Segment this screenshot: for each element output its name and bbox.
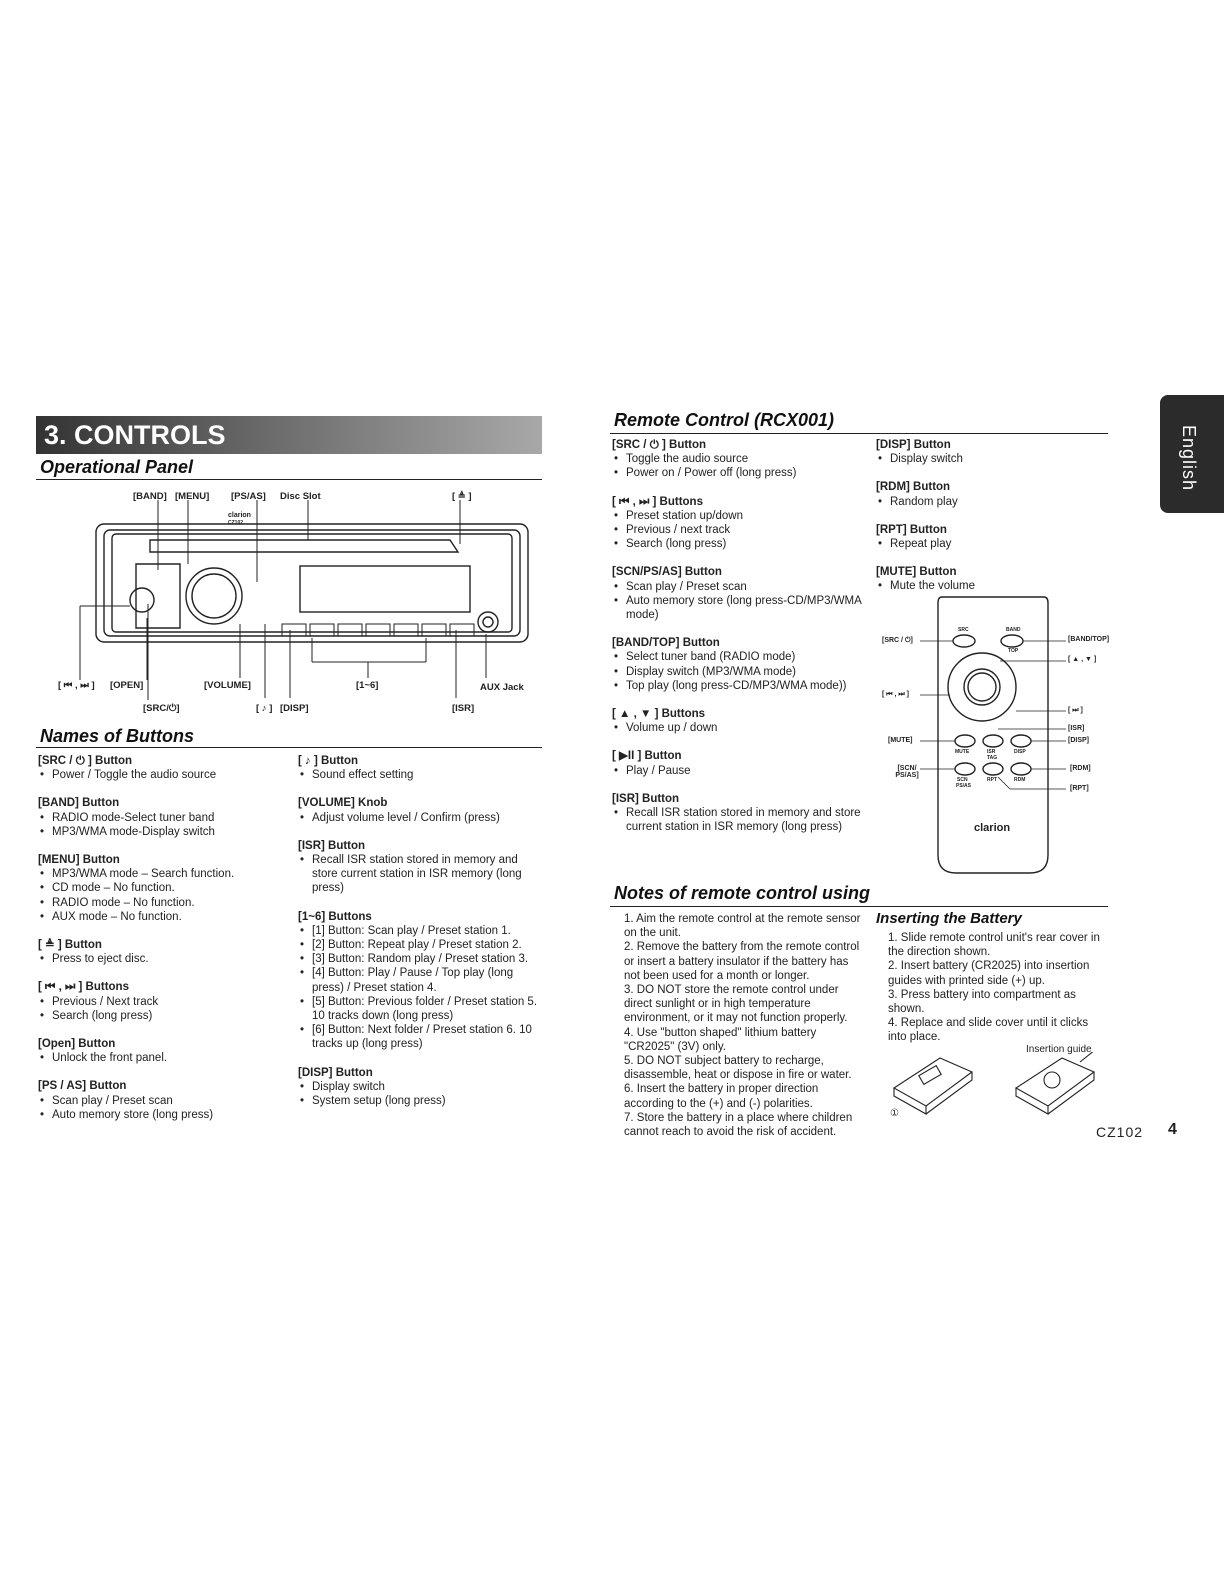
names-of-buttons-title: Names of Buttons (40, 726, 195, 746)
battery-steps (876, 931, 1108, 1045)
rc-label-band-top: [BAND/TOP] (1068, 636, 1110, 643)
rc-btn-disp: DISP (1014, 749, 1026, 755)
rc-label-disp: [DISP] (1068, 737, 1089, 744)
btn-desc: [BAND/TOP] Button • Select tuner band (RADIO mode) • Display switch (MP3/WMA mode) • Top play (long press-CD/MP3/WMA mode)) (612, 636, 868, 693)
rc-label-isr: [ISR] (1068, 725, 1085, 732)
operational-panel-diagram (60, 500, 540, 700)
rc-label-rdm: [RDM] (1070, 765, 1091, 772)
inserting-battery-title: Inserting the Battery (876, 910, 1022, 927)
btn-desc: [1~6] Buttons • [1] Button: Scan play / Preset station 1. • [2] Button: Repeat play / Preset station 2. • [3] Button: Random play / Preset station 3. • [4] Button: Play / Pause / Top play (long press) / Preset station 4. • [5] Button: Previous folder / Preset station 5. 10 tracks down (long press) • [6] Button: Next folder / Preset station 6. 10 tracks up (long press) (298, 910, 538, 1052)
names-col1 (38, 754, 288, 1136)
label-band: [BAND] (133, 491, 167, 502)
btn-desc: [BAND] Button • RADIO mode-Select tuner band • MP3/WMA mode-Display switch (38, 796, 288, 839)
battery-step: 2. Insert battery (CR2025) into insertion guides with printed side (+) up. (888, 960, 1090, 987)
btn-desc: [ ▶II ] Button • Play / Pause (612, 749, 868, 777)
btn-desc: [RPT] Button • Repeat play (876, 523, 1076, 551)
label-open: [OPEN] (110, 680, 144, 691)
language-tab[interactable] (1160, 395, 1224, 513)
btn-desc: [RDM] Button • Random play (876, 480, 1076, 508)
step-marker: ① (890, 1108, 899, 1119)
rc-label-vol: [ ▲ , ▼ ] (1068, 656, 1097, 663)
btn-desc: [ISR] Button • Recall ISR station stored in memory and store current station in ISR memory (long press) (298, 839, 538, 896)
rc-btn-rpt: RPT (987, 777, 997, 783)
label-prev-next: [ ⏮ , ⏭ ] (58, 680, 95, 691)
rc-btn-rdm: RDM (1014, 777, 1026, 783)
btn-desc: [DISP] Button • Display switch (876, 438, 1076, 466)
panel-model: CZ102 (228, 520, 244, 526)
btn-desc: [ ▲ , ▼ ] Buttons • Volume up / down (612, 707, 868, 735)
page-number: 4 (1168, 1121, 1177, 1138)
rc-btn-src: SRC (958, 627, 969, 633)
btn-desc: [SRC / ⏻ ] Button • Toggle the audio source • Power on / Power off (long press) (612, 438, 868, 481)
btn-desc: [ ≜ ] Button • Press to eject disc. (38, 938, 288, 966)
rc-btn-tag: TAG (987, 755, 998, 761)
note-item: 4. Use "button shaped" lithium battery "CR2025" (3V) only. (624, 1026, 817, 1053)
btn-desc: [VOLUME] Knob • Adjust volume level / Confirm (press) (298, 796, 538, 824)
note-item: 2. Remove the battery from the remote control or insert a battery insulator if the battery has not been used for a month or longer. (624, 941, 860, 982)
battery-step: 3. Press battery into compartment as shown. (888, 988, 1076, 1016)
label-eject: [ ≜ ] (452, 491, 472, 502)
btn-desc: [ISR] Button • Recall ISR station stored in memory and store current station in ISR memory (long press) (612, 792, 868, 835)
divider (36, 479, 542, 480)
language-tab-label: English (1179, 425, 1199, 492)
rc-label-rpt: [RPT] (1070, 785, 1089, 792)
rc-label-prev-next: [ ⏮ , ⏭ ] (882, 691, 909, 698)
remote-col2 (876, 438, 1076, 608)
btn-desc: [ ⏮ , ⏭ ] Buttons • Previous / Next track • Search (long press) (38, 980, 288, 1023)
controls-banner: 3. CONTROLS (36, 416, 542, 454)
label-disp: [DISP] (280, 703, 309, 714)
rc-btn-top: TOP (1008, 648, 1019, 654)
btn-desc: [Open] Button • Unlock the front panel. (38, 1037, 288, 1065)
btn-desc: [PS / AS] Button • Scan play / Preset scan • Auto memory store (long press) (38, 1079, 288, 1122)
remote-control-title: Remote Control (RCX001) (614, 410, 835, 430)
operational-panel-title: Operational Panel (40, 457, 194, 477)
label-menu: [MENU] (175, 491, 210, 502)
divider (610, 906, 1108, 907)
rc-label-src: [SRC / ⏻] (882, 637, 913, 644)
rc-label-scn: [SCN/ PS/AS] (895, 765, 919, 779)
btn-desc: [SRC / ⏻ ] Button • Power / Toggle the audio source (38, 754, 288, 782)
rc-btn-band: BAND (1006, 627, 1021, 633)
btn-desc: [ ⏮ , ⏭ ] Buttons • Preset station up/down • Previous / next track • Search (long press) (612, 495, 868, 552)
label-presets: [1~6] (356, 680, 379, 691)
btn-desc: [SCN/PS/AS] Button • Scan play / Preset scan • Auto memory store (long press-CD/MP3/WMA mode) (612, 565, 868, 622)
rc-btn-isr: ISR (987, 749, 996, 755)
rc-btn-psas: PS/AS (956, 783, 972, 789)
rc-btn-mute: MUTE (955, 749, 970, 755)
rc-label-mute: [MUTE] (888, 737, 913, 744)
note-item: 3. DO NOT store the remote control under direct sunlight or in high temperature environment, or it may not function properly. (624, 984, 848, 1025)
notes-list (612, 912, 862, 1139)
battery-step: 4. Replace and slide cover until it clicks into place. (888, 1017, 1089, 1044)
names-col2 (298, 754, 538, 1122)
battery-illustration (880, 1052, 1110, 1122)
insertion-guide-label: Insertion guide (1026, 1044, 1092, 1055)
label-isr: [ISR] (452, 703, 475, 714)
label-src: [SRC/⏻] (143, 703, 180, 714)
label-aux-jack: AUX Jack (480, 682, 524, 693)
btn-desc: [ ♪ ] Button • Sound effect setting (298, 754, 538, 782)
btn-desc: [MUTE] Button • Mute the volume (876, 565, 1076, 593)
btn-desc: [DISP] Button • Display switch • System setup (long press) (298, 1066, 538, 1109)
label-psas: [PS/AS] (231, 491, 266, 502)
rc-btn-scn: SCN (957, 777, 968, 783)
label-sound: [ ♪ ] (256, 703, 273, 714)
note-item: 5. DO NOT subject battery to recharge, disassemble, heat or dispose in fire or water. (624, 1055, 852, 1082)
note-item: 1. Aim the remote control at the remote sensor on the unit. (624, 913, 861, 940)
label-disc-slot: Disc Slot (280, 491, 321, 502)
note-item: 6. Insert the battery in proper direction according to the (+) and (-) polarities. (624, 1083, 819, 1110)
rc-brand: clarion (974, 822, 1011, 834)
remote-col1 (612, 438, 868, 848)
divider (610, 433, 1108, 434)
battery-step: 1. Slide remote control unit's rear cover in the direction shown. (888, 932, 1100, 959)
label-volume: [VOLUME] (204, 680, 251, 691)
footer-model: CZ102 (1096, 1124, 1144, 1140)
divider (36, 747, 542, 748)
notes-title: Notes of remote control using (614, 883, 871, 903)
panel-brand: clarion (228, 512, 251, 519)
rc-label-skip: [ ⏭ ] (1068, 707, 1083, 714)
note-item: 7. Store the battery in a place where children cannot reach to avoid the risk of accident. (624, 1111, 853, 1139)
btn-desc: [MENU] Button • MP3/WMA mode – Search function. • CD mode – No function. • RADIO mode – No function. • AUX mode – No function. (38, 853, 288, 924)
